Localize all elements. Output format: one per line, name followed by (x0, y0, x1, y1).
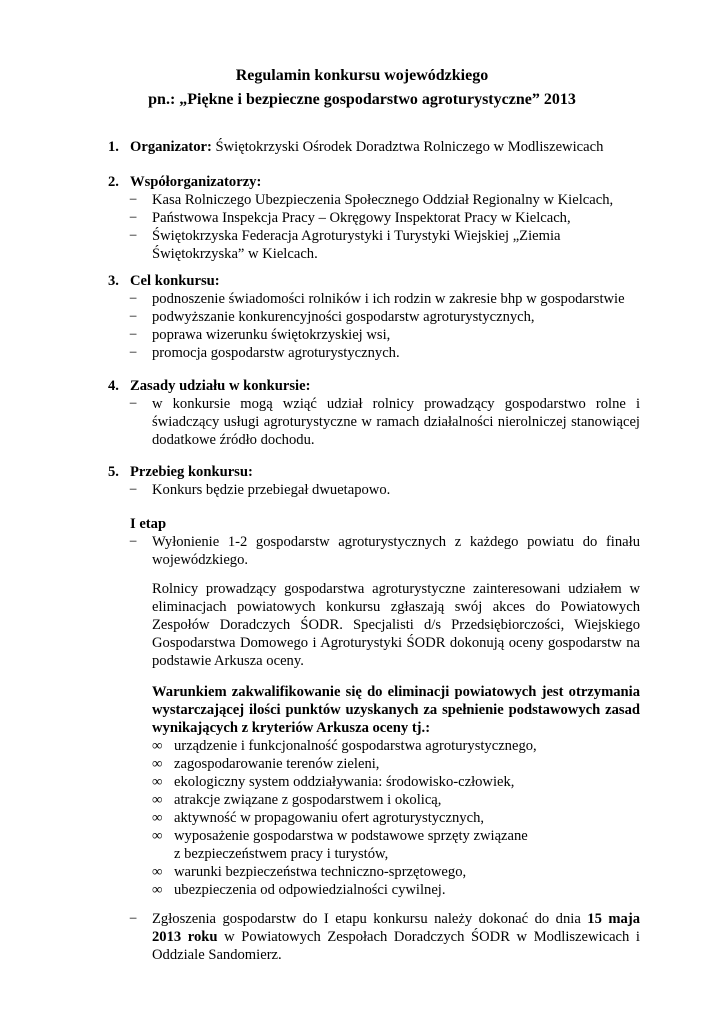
list-item: ∞ warunki bezpieczeństwa techniczno-sprzętowego, (152, 864, 467, 880)
organizer-text: Świętokrzyski Ośrodek Doradztwa Rolniczego w Modliszewicach (211, 139, 604, 155)
section-participation-rules (108, 377, 640, 449)
list-item: − Zgłoszenia gospodarstw do I etapu konkursu należy dokonać do dnia 15 maja 2013 roku w Powiatowych Zespołach Doradczych ŚODR w Modliszewicach i Oddziale Sandomierz. (129, 911, 640, 963)
infinity-bullet-icon: ∞ (152, 882, 163, 898)
list-item: ∞ ekologiczny system oddziaływania: środowisko-człowiek, (152, 774, 515, 790)
criteria-list (108, 737, 640, 899)
list-item: ∞ urządzenie i funkcjonalność gospodarstwa agroturystycznego, (152, 738, 537, 754)
infinity-bullet-icon: ∞ (152, 774, 163, 790)
section-co-organizers (108, 173, 640, 263)
dash-bullet-icon: − (129, 327, 138, 343)
deadline-date: 15 maja 2013 roku (152, 911, 640, 945)
list-item: − poprawa wizerunku świętokrzyskiej wsi, (129, 327, 391, 343)
participation-list (108, 395, 640, 449)
list-item: ∞ aktywność w propagowaniu ofert agroturystycznych, (152, 810, 485, 826)
infinity-bullet-icon: ∞ (152, 756, 163, 772)
dash-bullet-icon: − (129, 345, 138, 361)
infinity-bullet-icon: ∞ (152, 828, 163, 844)
dash-bullet-icon: − (129, 396, 138, 412)
section-number: 1. (108, 139, 119, 155)
list-item: − w konkursie mogą wziąć udział rolnicy prowadzący gospodarstwo rolne i świadczący usługi agroturystyczne w ramach działalności nierolniczej stanowiącej dodatkowe źródło dochodu. (129, 396, 640, 448)
list-item: − Kasa Rolniczego Ubezpieczenia Społecznego Oddział Regionalny w Kielcach, (129, 192, 614, 208)
list-item: − Konkurs będzie przebiegał dwuetapowo. (129, 482, 391, 498)
section-goals (108, 272, 640, 362)
list-item: ∞ zagospodarowanie terenów zieleni, (152, 756, 380, 772)
infinity-bullet-icon: ∞ (152, 864, 163, 880)
section-number: 3. (108, 273, 119, 289)
section-contest-course (108, 463, 640, 499)
document-title-line1: Regulamin konkursu wojewódzkiego (235, 67, 489, 84)
list-item: − Świętokrzyska Federacja Agroturystyki i Turystyki Wiejskiej „Ziemia Świętokrzyska” w Kielcach. (129, 228, 561, 262)
dash-bullet-icon: − (129, 911, 138, 927)
list-item: − promocja gospodarstw agroturystycznych. (129, 345, 400, 361)
list-item: − Państwowa Inspekcja Pracy – Okręgowy Inspektorat Pracy w Kielcach, (129, 210, 571, 226)
registration-deadline (108, 910, 640, 964)
stage-heading: I etap (130, 516, 167, 532)
course-list (108, 481, 640, 499)
list-item: − podnoszenie świadomości rolników i ich rodzin w zakresie bhp w gospodarstwie (129, 291, 625, 307)
dash-bullet-icon: − (129, 534, 138, 550)
qualification-condition: Warunkiem zakwalifikowanie się do eliminacji powiatowych jest otrzymania wystarczającej ilości punktów uzyskanych za spełnienie podstawowych zasad wynikających z kryteriów Arkusza oceny tj.: (152, 684, 640, 736)
dash-bullet-icon: − (129, 482, 138, 498)
list-item: ∞ ubezpieczenia od odpowiedzialności cywilnej. (152, 882, 446, 898)
section-number: 5. (108, 464, 119, 480)
stage-one (108, 515, 640, 569)
dash-bullet-icon: − (129, 291, 138, 307)
section-heading: Cel konkursu: (130, 273, 220, 289)
dash-bullet-icon: − (129, 192, 138, 208)
infinity-bullet-icon: ∞ (152, 792, 163, 808)
section-organizer (108, 138, 640, 156)
infinity-bullet-icon: ∞ (152, 810, 163, 826)
list-item: ∞ atrakcje związane z gospodarstwem i okolicą, (152, 792, 442, 808)
section-number: 4. (108, 378, 119, 394)
dash-bullet-icon: − (129, 228, 138, 244)
list-item: − podwyższanie konkurencyjności gospodarstw agroturystycznych, (129, 309, 535, 325)
document-title-line2: pn.: „Piękne i bezpieczne gospodarstwo agroturystyczne” 2013 (148, 91, 576, 108)
section-heading: Współorganizatorzy: (130, 174, 262, 190)
stage-one-paragraph: Rolnicy prowadzący gospodarstwa agroturystyczne zainteresowani udziałem w eliminacjach powiatowych konkursu zgłaszają swój akces do Powiatowych Zespołów Doradczych ŚODR. Specjalisti d/s Przedsiębiorczości, Wiejskiego Gospodarstwa Domowego i Agroturystyki ŚODR dokonują oceny gospodarstw na podstawie Arkusza oceny. (152, 581, 640, 669)
list-item: ∞ wyposażenie gospodarstwa w podstawowe sprzęty związane z bezpieczeństwem pracy i turystów, (152, 828, 528, 862)
list-item: − Wyłonienie 1-2 gospodarstw agroturystycznych z każdego powiatu do finału wojewódzkiego. (129, 534, 640, 568)
infinity-bullet-icon: ∞ (152, 738, 163, 754)
goals-list (108, 290, 640, 362)
section-label: Organizator: (130, 139, 212, 155)
section-number: 2. (108, 174, 119, 190)
dash-bullet-icon: − (129, 309, 138, 325)
section-heading: Przebieg konkursu: (130, 464, 253, 480)
section-heading: Zasady udziału w konkursie: (130, 378, 311, 394)
dash-bullet-icon: − (129, 210, 138, 226)
co-organizers-list (108, 191, 640, 263)
